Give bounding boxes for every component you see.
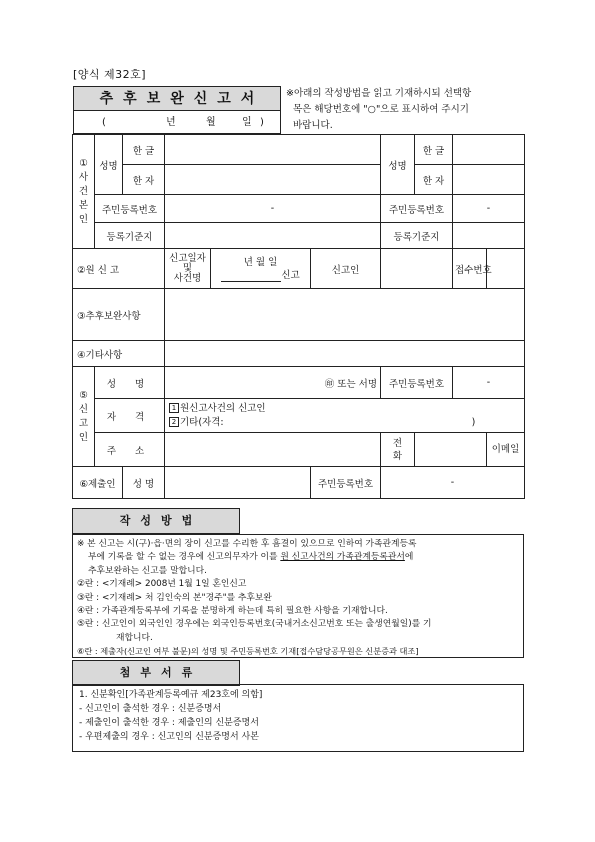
notice-line-2: 목은 해당번호에 "○"으로 표시하여 주시기 [293,104,469,115]
reporter-rrn-field[interactable]: - [453,367,525,399]
principal-rrn-field-2[interactable]: - [453,195,525,223]
date-close-paren: ) [260,117,266,128]
method-line-6: ④란 : 가족관계등록부에 기록을 분명하게 하는데 특히 필요한 사항을 기재합니다. [77,606,388,617]
seal-text: 또는 서명 [337,378,377,390]
original-date-label: 신고일자 및 사건명 [165,249,211,289]
date-open-paren: ( [102,117,108,128]
submitter-name-field[interactable] [165,467,311,499]
reporter-name-field[interactable] [165,367,381,399]
reporter-qualification-options[interactable]: 1 원신고사건의 신고인 2 기타(자격: ) [165,399,525,433]
reporter-email-label: 이메일 [487,433,525,467]
original-report-label: ②원 신 고 [73,249,165,289]
attachments-section-title: 첨부서류 [72,660,240,686]
method-line-9: ⑥란 : 제출자(신고인 여부 불문)의 성명 및 주민등록번호 기재[접수담당공무원은 신분증과 대조] [77,646,419,657]
other-field[interactable] [165,341,525,367]
attachment-line-3: - 제출인이 출석한 경우 : 제출인의 신분증명서 [79,718,259,728]
date-day-label: 일 [242,117,254,128]
qualification-checkbox-2[interactable]: 2 [169,417,179,427]
title-date-line [74,111,280,134]
method-line-3: 추후보완하는 신고를 말합니다. [88,565,207,576]
attachment-line-1: 1. 신분확인[가족관계등록예규 제23호에 의함] [79,690,263,700]
principal-hanja-field-2[interactable] [453,165,525,195]
principal-base-label-2: 등록기준지 [381,223,453,249]
form-number: [양식 제32호] [73,68,147,81]
principal-base-label-1: 등록기준지 [95,223,165,249]
principal-section-label: ① 사건본인 [73,135,95,249]
method-line-5: ③란 : <기재례> 처 김인숙의 본"경주"를 추후보완 [77,592,272,603]
instruction-notice [286,86,524,134]
document-title: 추후보완신고서 [74,87,280,111]
seal-icon: ㊞ [324,378,335,390]
method-line-2: 부에 기록을 할 수 없는 경우에 신고의무자가 이를 원 신고사건의 가족관계등록관서에 [88,552,414,563]
attachments-list [72,684,524,752]
date-month-label: 월 [206,117,218,128]
attachment-line-4: - 우편제출의 경우 : 신고인의 신분증명서 사본 [79,732,259,742]
report-form-table [72,134,525,499]
method-section-title: 작성방법 [72,508,240,534]
reporter-address-label: 주 소 [95,433,165,467]
reporter-name-label: 성 명 [95,367,165,399]
principal-hangul-field-2[interactable] [453,135,525,165]
principal-base-field-1[interactable] [165,223,381,249]
qualification-checkbox-1[interactable]: 1 [169,403,179,413]
original-date-field[interactable]: 년 월 일 신고 [211,249,311,289]
reporter-section-label: ⑤ 신고인 [73,367,95,467]
reporter-qualification-label: 자 격 [95,399,165,433]
method-instructions [72,534,524,658]
reporter-phone-field[interactable] [415,433,487,467]
notice-line-1: ※아래의 작성방법을 읽고 기재하시되 선택항 [286,88,472,99]
principal-hangul-label-2: 한 글 [415,135,453,165]
principal-rrn-field-1[interactable]: - [165,195,381,223]
original-reporter-field[interactable] [381,249,453,289]
attachment-line-2: - 신고인이 출석한 경우 : 신분증명서 [79,704,222,714]
title-box [73,86,281,134]
principal-hanja-field-1[interactable] [165,165,381,195]
principal-rrn-label-2: 주민등록번호 [381,195,453,223]
submitter-rrn-label: 주민등록번호 [311,467,381,499]
method-line-7: ⑤란 : 신고인이 외국인인 경우에는 외국인등록번호(국내거소신고번호 또는 출생연월일)를 기 [77,619,432,630]
supplement-field[interactable] [165,289,525,341]
receipt-number-label: 접수번호 [453,249,487,289]
receipt-number-field[interactable] [487,249,525,289]
reporter-address-field[interactable] [165,433,381,467]
notice-line-3: 바랍니다. [293,120,333,131]
principal-hanja-label-2: 한 자 [415,165,453,195]
supplement-label: ③추후보완사항 [73,289,165,341]
principal-base-field-2[interactable] [453,223,525,249]
principal-name-label-1: 성명 [95,135,123,195]
reporter-rrn-label: 주민등록번호 [381,367,453,399]
original-reporter-label: 신고인 [311,249,381,289]
method-line-1: ※ 본 신고는 시(구)·읍·면의 장이 신고를 수리한 후 흠결이 있으므로 인하여 가족관계등록 [77,539,417,549]
reporter-phone-label: 전화 [381,433,415,467]
method-line-8: 재합니다. [116,632,153,643]
principal-hangul-field-1[interactable] [165,135,381,165]
principal-hanja-label-1: 한 자 [123,165,165,195]
submitter-label: ⑥제출인 [73,467,123,499]
submitter-rrn-field[interactable]: - [381,467,525,499]
other-label: ④기타사항 [73,341,165,367]
principal-name-label-2: 성명 [381,135,415,195]
principal-hangul-label-1: 한 글 [123,135,165,165]
submitter-name-label: 성 명 [123,467,165,499]
date-year-label: 년 [166,117,178,128]
method-line-4: ②란 : <기재례> 2008년 1월 1일 혼인신고 [77,579,247,590]
principal-rrn-label-1: 주민등록번호 [95,195,165,223]
